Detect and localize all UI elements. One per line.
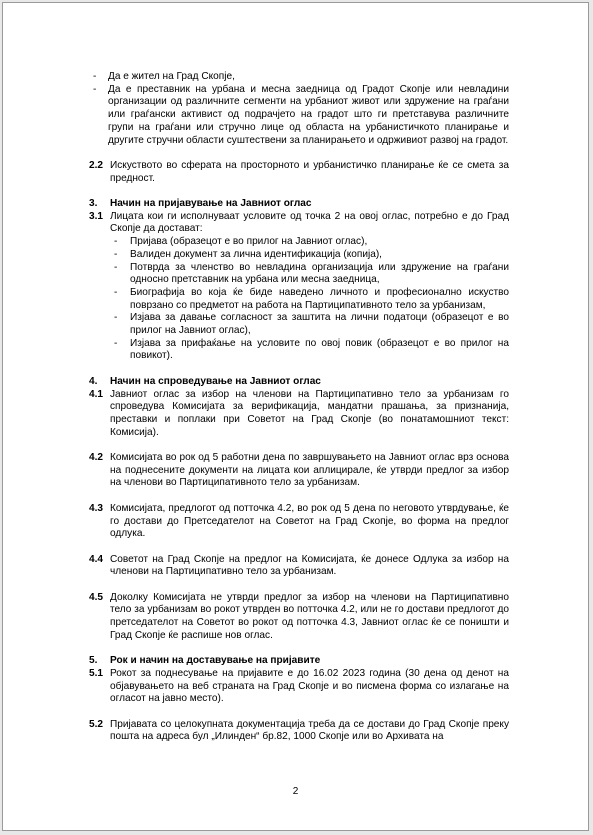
item-text: Искуството во сферата на просторното и урбанистичко планирање ќе се смета за предност. bbox=[110, 159, 509, 184]
item-4-3 bbox=[89, 503, 509, 541]
section-number: 4. bbox=[89, 375, 98, 387]
item-number: 5.1 bbox=[89, 667, 104, 679]
item-text: Рокот за поднесување на пријавите е до 16.02 2023 година (30 дена од денот на објавувањето на веб страната на Град Скопје и во писмена форма со излагање на огласот на јавно место). bbox=[110, 667, 509, 705]
item-5-2 bbox=[89, 719, 509, 744]
list-item: - Биографија во која ќе биде наведено личното и професионално искуство поврзано со предметот на работа на Партиципативното тело за урбанизам, bbox=[114, 286, 509, 311]
item-text: Комисијата во рок од 5 работни дена по завршувањето на Јавниот оглас врз основа на поднесените документи на лицата кои аплицирале, ќе утврди предлог за избор на членови во Партиципативното тело за урбанизам. bbox=[110, 452, 509, 489]
item-number: 5.2 bbox=[89, 718, 104, 730]
item-number: 4.1 bbox=[89, 388, 104, 400]
section-3-heading bbox=[89, 198, 509, 211]
section-4-heading bbox=[89, 376, 509, 389]
intro-bullet-list bbox=[89, 71, 509, 147]
item-text: Доколку Комисијата не утврди предлог за избор на членови на Партиципативно тело за урбанизам во рокот утврден во потточка 4.2, или не го достави предлогот до претседателот на Советот во рокот од потточка 4.3, Јавниот оглас ќе се поништи и Град Скопје ќе распише нов оглас. bbox=[110, 591, 509, 641]
list-item: - Изјава за прифаќање на условите по овој повик (образецот е во прилог на повикот). bbox=[114, 337, 509, 362]
document-body bbox=[89, 71, 509, 744]
list-item: - Да е жител на Град Скопје, bbox=[93, 71, 235, 82]
list-item-text: Изјава за давање согласност за заштита на лични податоци (образецот е во прилог на Јавниот оглас), bbox=[130, 312, 509, 337]
list-item-text: Да е жител на Град Скопје, bbox=[108, 71, 235, 82]
item-text: Лицата кои ги исполнуваат условите од точка 2 на овој оглас, потребно е до Град Скопје да достават: bbox=[110, 210, 509, 235]
item-number: 4.4 bbox=[89, 553, 104, 565]
list-item-text: Изјава за прифаќање на условите по овој повик (образецот е во прилог на повикот). bbox=[130, 337, 509, 362]
item-text: Комисијата, предлогот од потточка 4.2, во рок од 5 дена по неговото утврдување, ќе го достави до Претседателот на Советот на Град Скопје, во форма на предлог одлука. bbox=[110, 502, 509, 540]
section-title: Начин на спроведување на Јавниот оглас bbox=[110, 375, 321, 387]
list-item-text: Потврда за членство во невладина организација или здружение на граѓани односно претставник на урбана или месна заедница, bbox=[130, 261, 509, 286]
item-text: Јавниот оглас за избор на членови на Партиципативно тело за урбанизам го спроведува Комисијата за верификација, мандатни прашања, за признанија, преставки и поплаки при Советот на Град Скопје (во понатамошниот текст: Комисија). bbox=[110, 388, 509, 438]
item-2-2 bbox=[89, 160, 509, 185]
item-number: 2.2 bbox=[89, 159, 104, 171]
list-item: - Потврда за членство во невладина организација или здружение на граѓани односно претставник на урбана или месна заедница, bbox=[114, 261, 509, 286]
list-item-text: Пријава (образецот е во прилог на Јавниот оглас), bbox=[130, 236, 368, 248]
item-4-4 bbox=[89, 554, 509, 579]
item-number: 4.2 bbox=[89, 452, 104, 464]
list-item-text: Валиден документ за лична идентификација (копија), bbox=[130, 248, 382, 260]
item-4-1 bbox=[89, 389, 509, 440]
section-number: 5. bbox=[89, 655, 98, 667]
item-number: 4.5 bbox=[89, 591, 104, 603]
item-number: 3.1 bbox=[89, 210, 104, 222]
item-3-1 bbox=[89, 211, 509, 236]
item-5-1 bbox=[89, 668, 509, 706]
section-title: Рок и начин на доставување на пријавите bbox=[110, 655, 321, 667]
item-number: 4.3 bbox=[89, 502, 104, 514]
item-4-2 bbox=[89, 452, 509, 490]
document-page bbox=[2, 2, 589, 831]
requirements-bullet-list bbox=[110, 236, 509, 363]
list-item: - Пријава (образецот е во прилог на Јавниот оглас), bbox=[114, 236, 368, 248]
list-item: - Валиден документ за лична идентификација (копија), bbox=[114, 248, 382, 260]
list-item-text: Биографија во која ќе биде наведено личното и професионално искуство поврзано со предметот на работа на Партиципативното тело за урбанизам, bbox=[130, 286, 509, 311]
item-text: Советот на Град Скопје на предлог на Комисијата, ќе донесе Одлука за избор на членови на Партиципативно тело за урбанизам. bbox=[110, 553, 509, 578]
section-number: 3. bbox=[89, 198, 98, 209]
list-item: - Изјава за давање согласност за заштита на лични податоци (образецот е во прилог на Јавниот оглас), bbox=[114, 312, 509, 337]
item-text: Пријавата со целокупната документација треба да се достави до Град Скопје преку пошта на адреса бул „Илинден“ бр.82, 1000 Скопје или во Архивата на bbox=[110, 718, 509, 743]
section-5-heading bbox=[89, 655, 509, 668]
list-item: - Да е преставник на урбана и месна заедница од Градот Скопје или невладини организации од различните сегменти на урбаниот живот или здружение на граѓани или граѓански активист од подрачјето на градот што ги претставува различните групи на граѓани или стручно лице од областа на урбанистичкото планирање и другите стручни области суштествени за планирањето и одрживиот развој на градот. bbox=[93, 83, 509, 146]
section-title: Начин на пријавување на Јавниот оглас bbox=[110, 198, 312, 209]
item-4-5 bbox=[89, 592, 509, 643]
list-item-text: Да е преставник на урбана и месна заедница од Градот Скопје или невладини организации од различните сегменти на урбаниот живот или здружение на граѓани или граѓански активист од подрачјето на градот што ги претставува различните групи на граѓани или стручно лице од областа на урбанистичкото планирање и другите стручни области суштествени за планирањето и одрживиот развој на градот. bbox=[108, 83, 509, 146]
page-number: 2 bbox=[292, 786, 299, 797]
